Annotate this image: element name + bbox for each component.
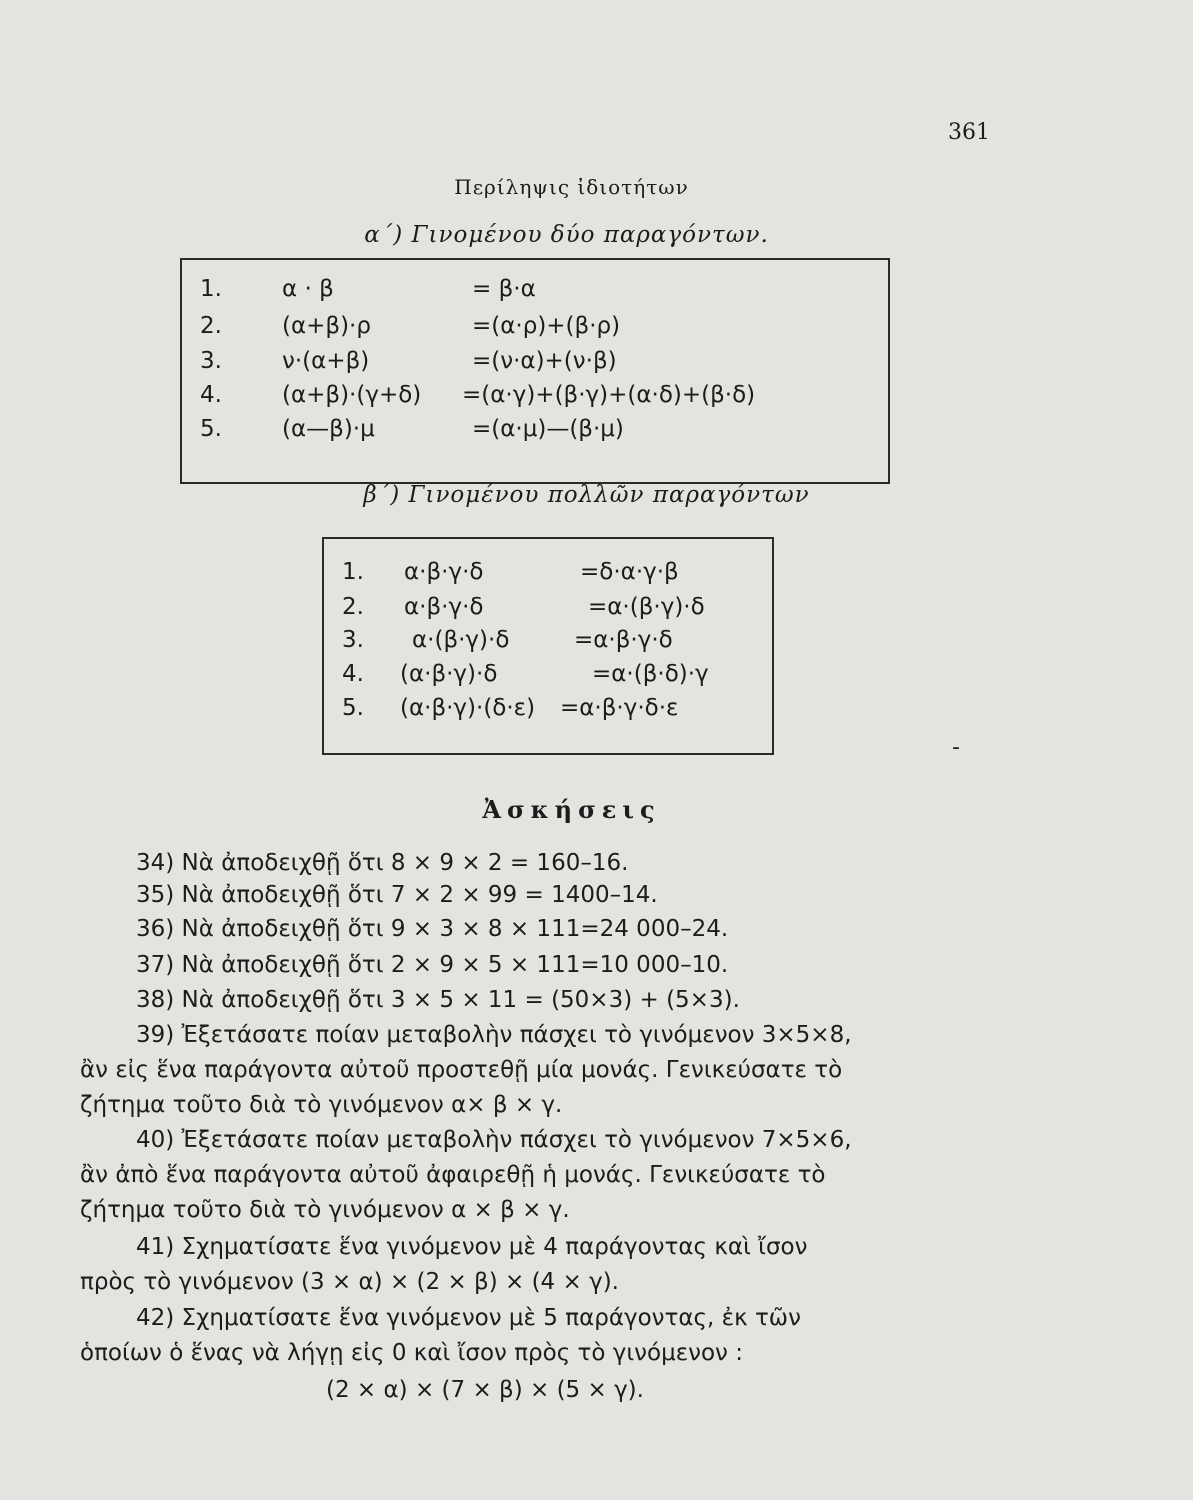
formula-rhs: =α·(β·γ)·δ: [588, 594, 705, 620]
formula-rhs: =(α·μ)—(β·μ): [472, 416, 624, 442]
exercise-line: πρὸς τὸ γινόμενον (3 × α) × (2 × β) × (4 × γ).: [80, 1269, 619, 1295]
exercise-line: 35) Νὰ ἀποδειχθῇ ὅτι 7 × 2 × 99 = 1400–14.: [136, 882, 658, 908]
formula-lhs: α·β·γ·δ: [404, 594, 484, 620]
formula-lhs: (α·β·γ)·(δ·ε): [400, 695, 536, 721]
section-b-title: β΄) Γινομένου πολλῶν παραγόντων: [363, 482, 810, 508]
formula-rhs: =(ν·α)+(ν·β): [472, 348, 617, 374]
exercise-line: 41) Σχηματίσατε ἕνα γινόμενον μὲ 4 παράγοντας καὶ ἴσον: [136, 1234, 808, 1260]
exercise-line: 34) Νὰ ἀποδειχθῇ ὅτι 8 × 9 × 2 = 160–16.: [136, 850, 629, 876]
formula-rhs: =(α·ρ)+(β·ρ): [472, 313, 621, 339]
formula-lhs: (α+β)·ρ: [282, 313, 371, 339]
formula-number: 4.: [342, 661, 364, 687]
exercise-line: ἂν εἰς ἕνα παράγοντα αὐτοῦ προστεθῇ μία μονάς. Γενικεύσατε τὸ: [80, 1057, 843, 1083]
page-number: 361: [948, 120, 990, 145]
exercise-line: 38) Νὰ ἀποδειχθῇ ὅτι 3 × 5 × 11 = (50×3) + (5×3).: [136, 987, 740, 1013]
formula-number: 1.: [342, 559, 364, 585]
formula-box-b: [322, 537, 774, 755]
exercise-line: ὁποίων ὁ ἕνας νὰ λήγῃ εἰς 0 καὶ ἴσον πρὸς τὸ γινόμενον :: [80, 1340, 743, 1366]
formula-lhs: α · β: [282, 276, 334, 302]
formula-rhs: =(α·γ)+(β·γ)+(α·δ)+(β·δ): [462, 382, 756, 408]
formula-number: 4.: [200, 382, 222, 408]
formula-number: 3.: [200, 348, 222, 374]
exercise-line: (2 × α) × (7 × β) × (5 × γ).: [326, 1377, 644, 1403]
formula-lhs: ν·(α+β): [282, 348, 370, 374]
formula-rhs: =α·(β·δ)·γ: [592, 661, 709, 687]
exercises-title: Ἀσκήσεις: [482, 795, 661, 824]
exercise-line: 39) Ἐξετάσατε ποίαν μεταβολὴν πάσχει τὸ γινόμενον 3×5×8,: [136, 1022, 852, 1048]
exercise-line: 42) Σχηματίσατε ἕνα γινόμενον μὲ 5 παράγοντας, ἐκ τῶν: [136, 1305, 801, 1331]
formula-lhs: α·(β·γ)·δ: [412, 627, 510, 653]
formula-number: 1.: [200, 276, 222, 302]
formula-number: 2.: [342, 594, 364, 620]
formula-rhs: = β·α: [472, 276, 536, 302]
formula-number: 3.: [342, 627, 364, 653]
formula-rhs: =δ·α·γ·β: [580, 559, 679, 585]
formula-rhs: =α·β·γ·δ: [574, 627, 673, 653]
formula-number: 2.: [200, 313, 222, 339]
formula-number: 5.: [200, 416, 222, 442]
margin-dash: -: [952, 735, 960, 760]
exercise-line: 40) Ἐξετάσατε ποίαν μεταβολὴν πάσχει τὸ γινόμενον 7×5×6,: [136, 1127, 852, 1153]
exercise-line: ἂν ἀπὸ ἕνα παράγοντα αὐτοῦ ἀφαιρεθῇ ἡ μονάς. Γενικεύσατε τὸ: [80, 1162, 826, 1188]
exercise-line: ζήτημα τοῦτο διὰ τὸ γινόμενον α× β × γ.: [80, 1092, 563, 1118]
formula-lhs: (α·β·γ)·δ: [400, 661, 498, 687]
section-a-title: α΄) Γινομένου δύο παραγόντων.: [364, 222, 769, 248]
exercise-line: 37) Νὰ ἀποδειχθῇ ὅτι 2 × 9 × 5 × 111=10 000–10.: [136, 952, 729, 978]
summary-title: Περίληψις ἰδιοτήτων: [454, 175, 689, 199]
formula-rhs: =α·β·γ·δ·ε: [560, 695, 679, 721]
exercise-line: 36) Νὰ ἀποδειχθῇ ὅτι 9 × 3 × 8 × 111=24 000–24.: [136, 916, 729, 942]
formula-lhs: (α+β)·(γ+δ): [282, 382, 422, 408]
formula-number: 5.: [342, 695, 364, 721]
exercise-line: ζήτημα τοῦτο διὰ τὸ γινόμενον α × β × γ.: [80, 1197, 570, 1223]
formula-lhs: (α—β)·μ: [282, 416, 375, 442]
formula-lhs: α·β·γ·δ: [404, 559, 484, 585]
formula-box-a: [180, 258, 890, 484]
